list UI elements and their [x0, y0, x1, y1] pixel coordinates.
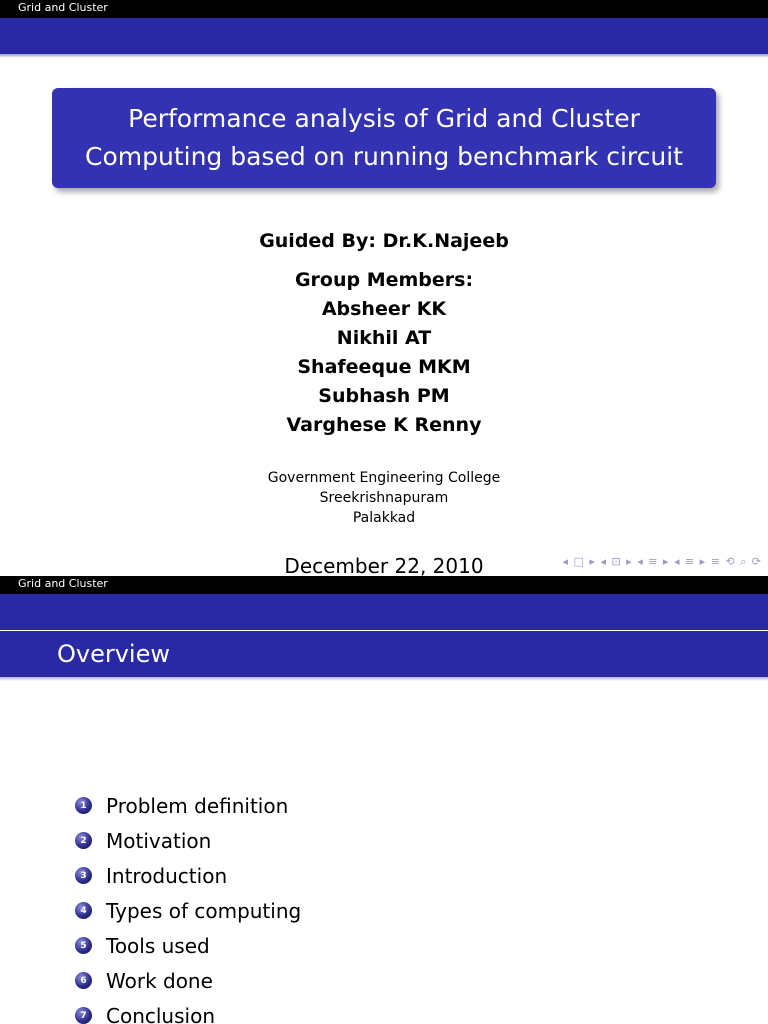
toc-item-label: Types of computing — [106, 898, 302, 923]
institution-line: Government Engineering College — [267, 470, 501, 486]
header-blue-band — [0, 18, 768, 54]
numbered-ball-icon: 5 — [75, 937, 92, 954]
numbered-ball-icon: 1 — [75, 797, 92, 814]
toc-item[interactable] — [75, 823, 301, 858]
numbered-ball-icon: 3 — [75, 867, 92, 884]
presentation-title-box — [52, 88, 716, 188]
headline-bar — [0, 576, 768, 594]
numbered-ball-icon: 4 — [75, 902, 92, 919]
toc-item[interactable] — [75, 893, 301, 928]
toc-item[interactable] — [75, 788, 301, 823]
frame-title-band — [0, 631, 768, 677]
institution-line: Sreekrishnapuram — [319, 490, 449, 506]
toc-item[interactable] — [75, 963, 301, 998]
guided-by-text: Guided By: Dr.K.Najeeb — [259, 230, 509, 252]
member-name: Nikhil AT — [336, 327, 432, 349]
table-of-contents — [75, 788, 301, 1024]
member-name: Absheer KK — [321, 298, 447, 320]
headline-title: Grid and Cluster — [18, 577, 108, 590]
presentation-title-line-2: Computing based on running benchmark circuit — [85, 142, 683, 171]
beamer-navigation-icons[interactable]: ◂ □ ▸ ◂ ⊡ ▸ ◂ ≡ ▸ ◂ ≡ ▸ ≡ ⟲ ⌕ ⟳ — [562, 555, 762, 568]
frame-title-shadow — [0, 677, 768, 681]
toc-item[interactable] — [75, 928, 301, 963]
header-band-shadow — [0, 54, 768, 58]
toc-item-label: Introduction — [106, 863, 228, 888]
numbered-ball-icon: 7 — [75, 1007, 92, 1024]
headline-title: Grid and Cluster — [18, 1, 108, 14]
presentation-date: December 22, 2010 — [284, 554, 484, 576]
toc-item[interactable] — [75, 998, 301, 1024]
toc-item-label: Motivation — [106, 828, 212, 853]
toc-item-label: Work done — [106, 968, 213, 993]
toc-item-label: Problem definition — [106, 793, 289, 818]
headline-bar — [0, 0, 768, 18]
member-name: Varghese K Renny — [286, 414, 482, 436]
presentation-title-line-1: Performance analysis of Grid and Cluster — [128, 104, 640, 133]
toc-item[interactable] — [75, 858, 301, 893]
group-members-heading: Group Members: — [294, 269, 474, 291]
institution-line: Palakkad — [352, 510, 416, 526]
numbered-ball-icon: 6 — [75, 972, 92, 989]
numbered-ball-icon: 2 — [75, 832, 92, 849]
header-blue-band — [0, 594, 768, 630]
member-name: Subhash PM — [318, 385, 450, 407]
toc-item-label: Conclusion — [106, 1003, 215, 1024]
overview-slide — [0, 576, 768, 1024]
member-name: Shafeeque MKM — [297, 356, 471, 378]
toc-item-label: Tools used — [106, 933, 210, 958]
frame-title: Overview — [57, 640, 170, 668]
